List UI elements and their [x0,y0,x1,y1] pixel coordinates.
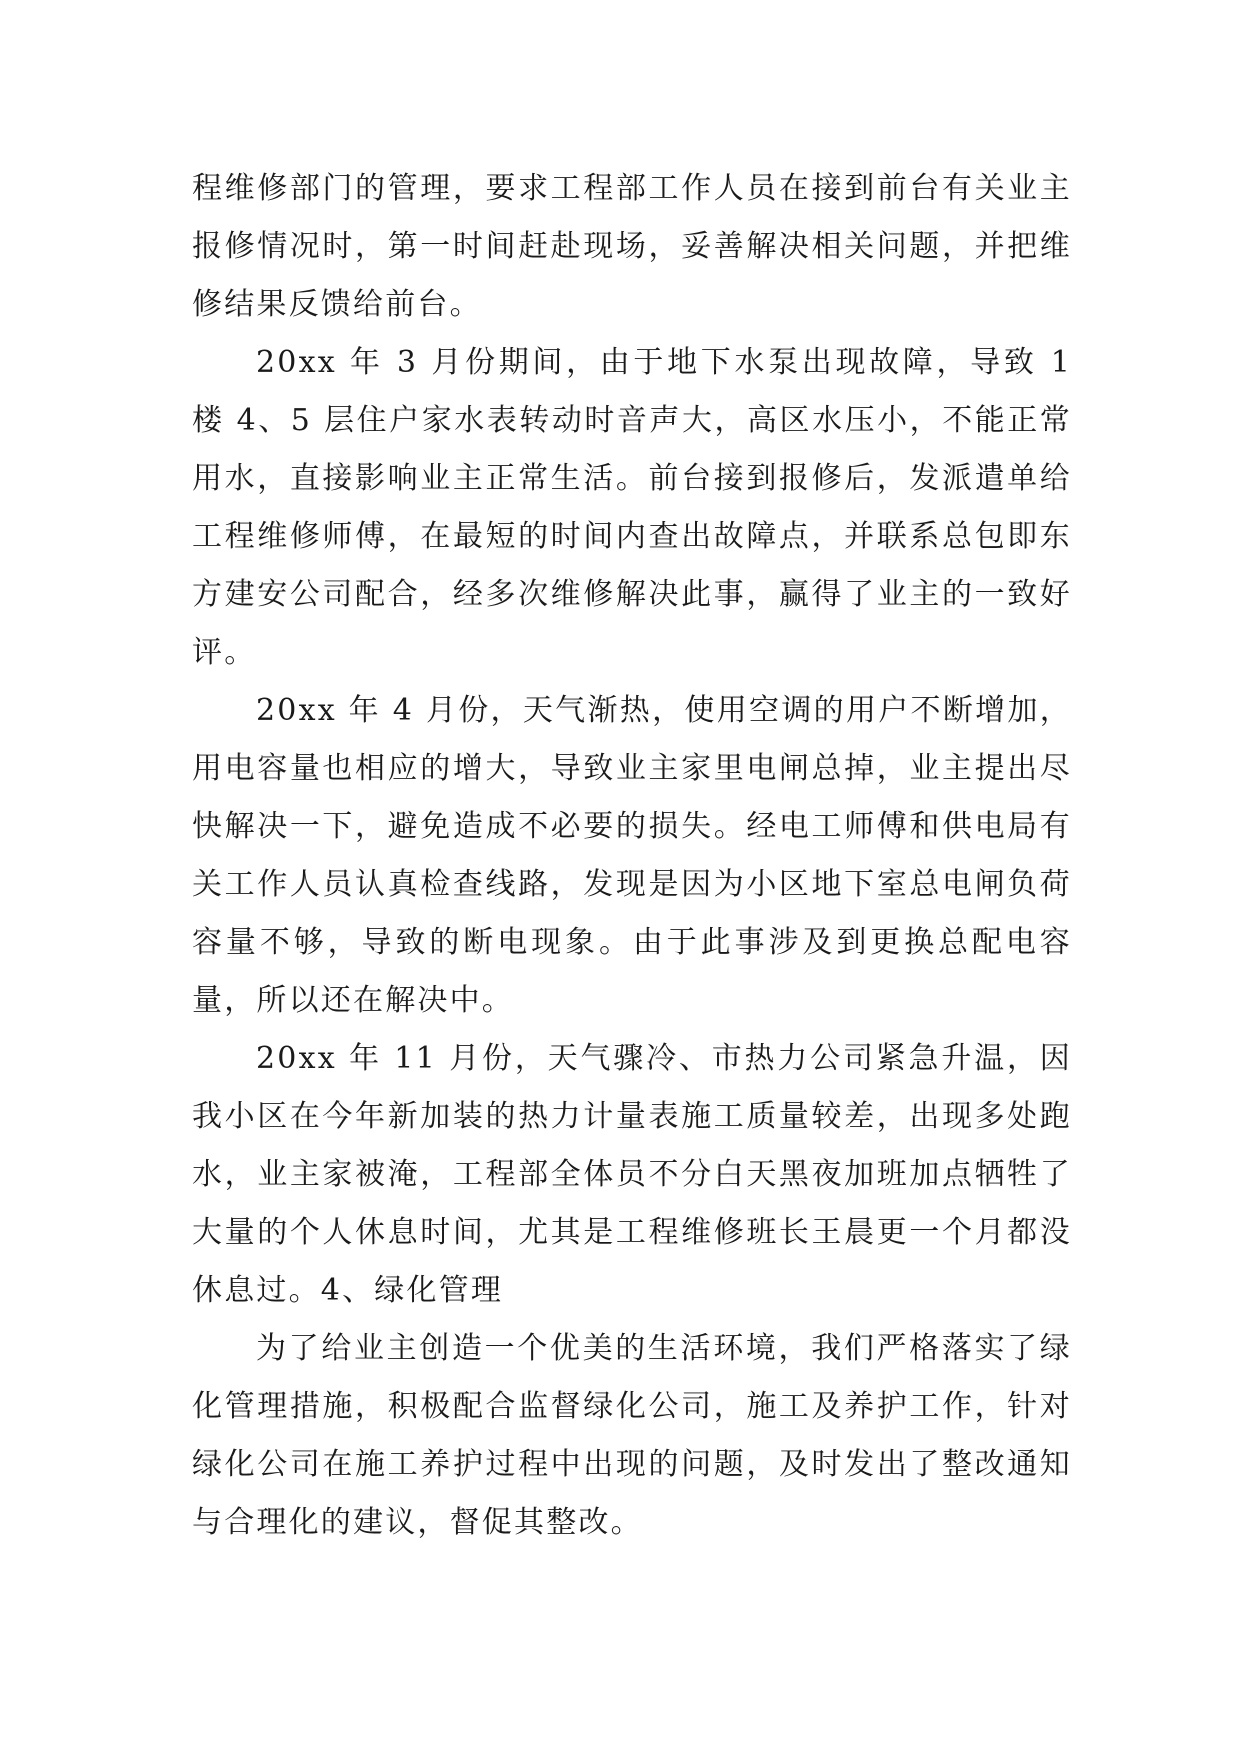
paragraph-water-pump: 20xx 年 3 月份期间，由于地下水泵出现故障，导致 1 楼 4、5 层住户家水表转动时音声大，高区水压小，不能正常用水，直接影响业主正常生活。前台接到报修后，发派遣单给工程维修师傅，在最短的时间内查出故障点，并联系总包即东方建安公司配合，经多次维修解决此事，赢得了业主的一致好评。 [192,345,1072,670]
paragraph-greening: 为了给业主创造一个优美的生活环境，我们严格落实了绿化管理措施，积极配合监督绿化公司，施工及养护工作，针对绿化公司在施工养护过程中出现的问题，及时发出了整改通知与合理化的建议，督促其整改。 [192,1331,1072,1540]
paragraph-continuation: 程维修部门的管理，要求工程部工作人员在接到前台有关业主报修情况时，第一时间赶赴现场，妥善解决相关问题，并把维修结果反馈给前台。 [192,171,1072,322]
paragraph-electricity: 20xx 年 4 月份，天气渐热，使用空调的用户不断增加，用电容量也相应的增大，导致业主家里电闸总掉，业主提出尽快解决一下，避免造成不必要的损失。经电工师傅和供电局有关工作人员认真检查线路，发现是因为小区地下室总电闸负荷容量不够，导致的断电现象。由于此事涉及到更换总配电容量，所以还在解决中。 [192,693,1072,1018]
paragraph-heating: 20xx 年 11 月份，天气骤冷、市热力公司紧急升温，因我小区在今年新加装的热力计量表施工质量较差，出现多处跑水，业主家被淹，工程部全体员不分白天黑夜加班加点牺牲了大量的个人休息时间，尤其是工程维修班长王晨更一个月都没休息过。4、绿化管理 [192,1041,1072,1308]
document-body [192,160,1072,1552]
